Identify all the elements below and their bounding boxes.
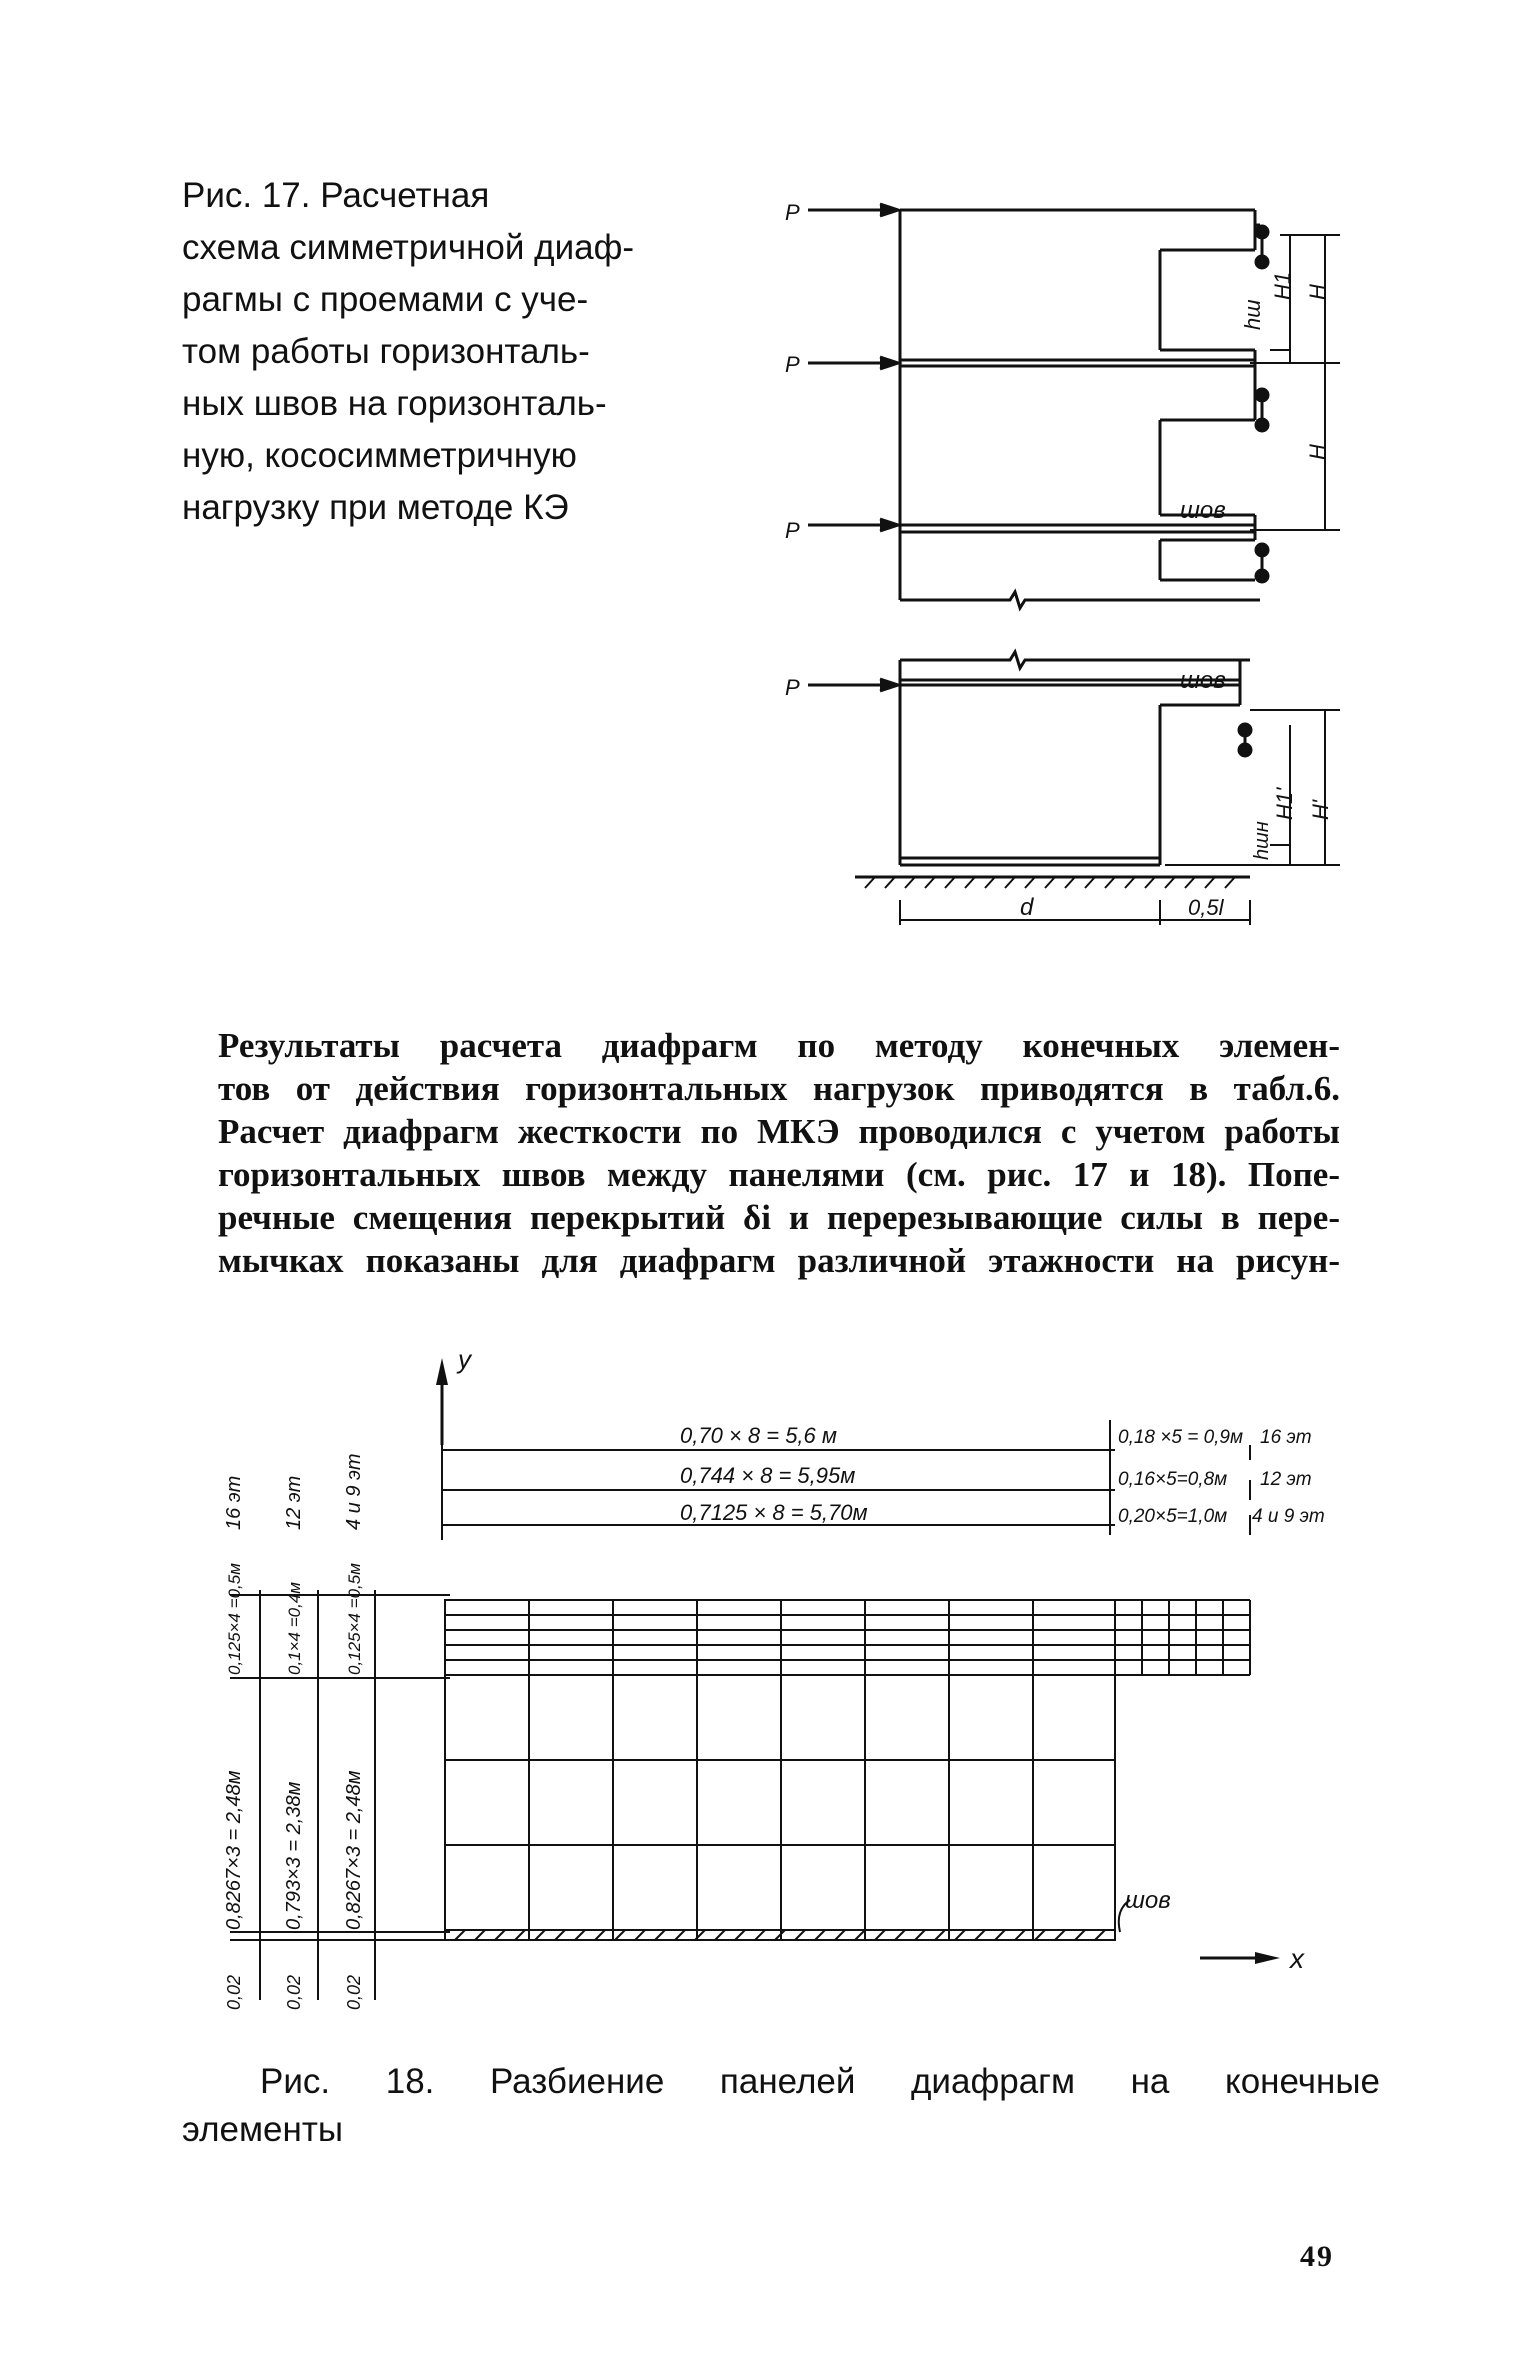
left-16-floors: 16 эт	[223, 1475, 245, 1530]
load-arrow-lower	[808, 679, 898, 691]
hw-lower-label: hшн	[1251, 821, 1273, 860]
body-line: Расчет диафрагм жесткости по МКЭ проводился с учетом работы	[218, 1112, 1340, 1151]
load-label: P	[785, 518, 800, 543]
left-4-9-top: 0,125×4 =0,5м	[345, 1563, 364, 1675]
dim-12-floors: 12 эт	[1260, 1469, 1312, 1490]
left-4-9-floors: 4 и 9 эт	[343, 1453, 365, 1530]
dim-16-floors: 16 эт	[1260, 1427, 1312, 1448]
page-number: 49	[1300, 2240, 1334, 2273]
dim-4-9-main: 0,7125 × 8 = 5,70м	[680, 1500, 868, 1525]
dim-12-main: 0,744 × 8 = 5,95м	[680, 1463, 856, 1488]
dim-4-9-floors: 4 и 9 эт	[1252, 1506, 1325, 1527]
body-line: мычках показаны для диафрагм различной этажности на рисун-	[218, 1241, 1340, 1280]
body-line: Результаты расчета диафрагм по методу конечных элемен-	[218, 1026, 1340, 1065]
y-axis-label: y	[458, 1344, 471, 1374]
left-12-top: 0,1×4 =0,4м	[285, 1582, 304, 1675]
left-4-9-mid: 0,8267×3 = 2,48м	[343, 1770, 365, 1930]
load-label: P	[785, 200, 800, 225]
figure-17-caption	[182, 170, 742, 534]
caption-line: схема симметричной диаф-	[182, 228, 635, 267]
caption-line: рагмы с проемами с уче-	[182, 280, 589, 319]
load-label: P	[785, 352, 800, 377]
dim-12-side: 0,16×5=0,8м	[1118, 1469, 1228, 1490]
dim-4-9-side: 0,20×5=1,0м	[1118, 1506, 1228, 1527]
left-12-floors: 12 эт	[283, 1475, 305, 1530]
body-line: горизонтальных швов между панелями (см. рис. 17 и 18). Попе-	[218, 1155, 1340, 1194]
dim-16-main: 0,70 × 8 = 5,6 м	[680, 1423, 837, 1448]
seam-label: шов	[1180, 667, 1226, 694]
left-4-9-bottom: 0,02	[344, 1974, 364, 2010]
caption-line: элементы	[182, 2110, 344, 2149]
x-axis-label: x	[1290, 1943, 1304, 1974]
seam-label: шов	[1180, 497, 1226, 524]
h1-prime-label: H1'	[1272, 787, 1297, 820]
figure-17-drawing	[780, 180, 1380, 960]
h1-label: H1	[1270, 271, 1295, 300]
ground-hatch	[865, 877, 1235, 888]
body-paragraph	[218, 1024, 1340, 1282]
left-16-mid: 0,8267×3 = 2,48м	[223, 1770, 245, 1930]
caption-line: Рис. 18. Разбиение панелей диафрагм на конечные	[260, 2062, 1380, 2101]
d-label: d	[1020, 894, 1034, 921]
body-line: речные смещения перекрытий δi и перерезывающие силы в пере-	[218, 1198, 1340, 1237]
h-label: H	[1305, 444, 1330, 460]
caption-line: нагрузку при методе КЭ	[182, 488, 569, 527]
load-label: P	[785, 675, 800, 700]
caption-line: ных швов на горизонталь-	[182, 384, 607, 423]
dimension-lines-upper	[1250, 235, 1340, 530]
figure-18-caption	[182, 2058, 1380, 2154]
upper-diaphragm	[900, 210, 1268, 608]
left-12-mid: 0,793×3 = 2,38м	[283, 1781, 305, 1930]
caption-line: том работы горизонталь-	[182, 332, 590, 371]
caption-line: Рис. 17. Расчетная	[182, 176, 490, 215]
h-label: H	[1305, 284, 1330, 300]
left-12-bottom: 0,02	[284, 1974, 304, 2010]
left-16-top: 0,125×4 =0,5м	[225, 1563, 244, 1675]
left-16-bottom: 0,02	[224, 1974, 244, 2010]
left-dimensions	[230, 1590, 450, 2000]
seam-label: шов	[1125, 1887, 1171, 1914]
h-prime-label: H'	[1308, 799, 1333, 820]
caption-line: ную, кососимметричную	[182, 436, 577, 475]
body-line: тов от действия горизонтальных нагрузок приводятся в табл.6.	[218, 1069, 1340, 1108]
load-arrows-upper	[808, 204, 898, 531]
dim-16-side: 0,18 ×5 = 0,9м	[1118, 1427, 1244, 1448]
hw-label: hш	[1240, 299, 1265, 330]
figure-18-drawing	[200, 1340, 1350, 2040]
half-l-label: 0,5l	[1188, 895, 1224, 920]
